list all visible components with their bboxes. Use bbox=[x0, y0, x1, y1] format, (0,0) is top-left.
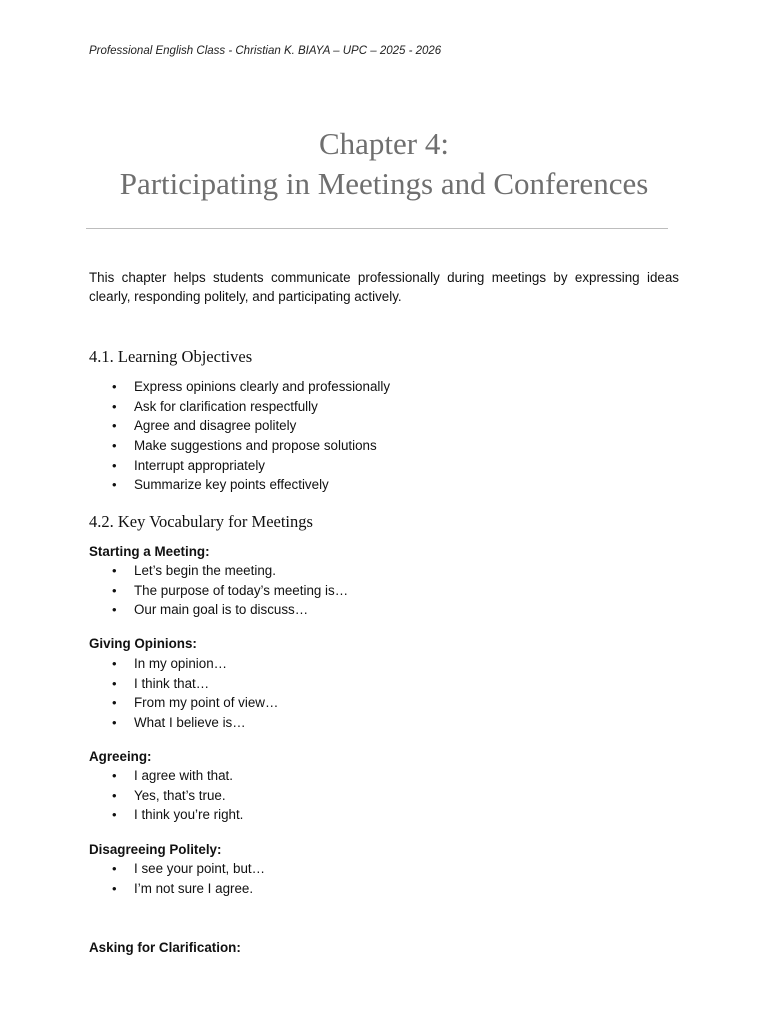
chapter-name: Participating in Meetings and Conferences bbox=[119, 166, 649, 201]
list-item: • What I believe is… bbox=[89, 713, 278, 733]
list-item: • I think you’re right. bbox=[89, 805, 243, 825]
bullet-icon: • bbox=[112, 807, 117, 823]
bullet-icon: • bbox=[112, 715, 117, 731]
list-item: • Agree and disagree politely bbox=[89, 416, 390, 436]
section-heading-learning-objectives: 4.1. Learning Objectives bbox=[89, 347, 253, 366]
bullet-icon: • bbox=[112, 675, 117, 691]
learning-objectives-list bbox=[89, 377, 390, 495]
intro-paragraph: This chapter helps students communicate professionally during meetings by expressing ideas clearly, responding politely, and participating actively. bbox=[89, 270, 679, 304]
list-item: • From my point of view… bbox=[89, 693, 278, 713]
bullet-icon: • bbox=[112, 880, 117, 896]
list-item: • Our main goal is to discuss… bbox=[89, 600, 348, 620]
subheading-asking-clarification: Asking for Clarification: bbox=[89, 940, 241, 955]
list-item: • I see your point, but… bbox=[89, 859, 265, 879]
list-item: • The purpose of today’s meeting is… bbox=[89, 581, 348, 601]
list-item: • Summarize key points effectively bbox=[89, 475, 390, 495]
list-item: • Ask for clarification respectfully bbox=[89, 397, 390, 417]
bullet-icon: • bbox=[112, 787, 117, 803]
bullet-icon: • bbox=[112, 398, 117, 414]
section-heading-key-vocabulary: 4.2. Key Vocabulary for Meetings bbox=[89, 512, 313, 531]
list-item: • I agree with that. bbox=[89, 766, 243, 786]
chapter-number: Chapter 4: bbox=[319, 126, 449, 161]
subheading-starting-meeting: Starting a Meeting: bbox=[89, 544, 210, 559]
bullet-icon: • bbox=[112, 438, 117, 454]
chapter-title bbox=[60, 124, 708, 204]
title-divider bbox=[86, 228, 668, 229]
bullet-icon: • bbox=[112, 656, 117, 671]
starting-meeting-list bbox=[89, 561, 348, 620]
bullet-icon: • bbox=[112, 563, 117, 578]
list-item: • Make suggestions and propose solutions bbox=[89, 436, 390, 456]
subheading-disagreeing-politely: Disagreeing Politely: bbox=[89, 842, 222, 857]
bullet-icon: • bbox=[112, 768, 117, 783]
disagreeing-list bbox=[89, 859, 265, 898]
list-item: • Interrupt appropriately bbox=[89, 456, 390, 476]
bullet-icon: • bbox=[112, 695, 117, 711]
subheading-agreeing: Agreeing: bbox=[89, 749, 152, 764]
running-header: Professional English Class - Christian K. BIAYA – UPC – 2025 - 2026 bbox=[89, 45, 442, 57]
bullet-icon: • bbox=[112, 861, 117, 876]
bullet-icon: • bbox=[112, 379, 117, 394]
list-item: • Yes, that’s true. bbox=[89, 786, 243, 806]
list-item: • I’m not sure I agree. bbox=[89, 879, 265, 899]
agreeing-list bbox=[89, 766, 243, 825]
list-item: • I think that… bbox=[89, 674, 278, 694]
bullet-icon: • bbox=[112, 457, 117, 473]
bullet-icon: • bbox=[112, 418, 117, 434]
list-item: • Express opinions clearly and professionally bbox=[89, 377, 390, 397]
giving-opinions-list bbox=[89, 654, 278, 733]
subheading-giving-opinions: Giving Opinions: bbox=[89, 636, 197, 651]
bullet-icon: • bbox=[112, 477, 117, 493]
list-item: • In my opinion… bbox=[89, 654, 278, 674]
list-item: • Let’s begin the meeting. bbox=[89, 561, 348, 581]
bullet-icon: • bbox=[112, 582, 117, 598]
bullet-icon: • bbox=[112, 602, 117, 618]
